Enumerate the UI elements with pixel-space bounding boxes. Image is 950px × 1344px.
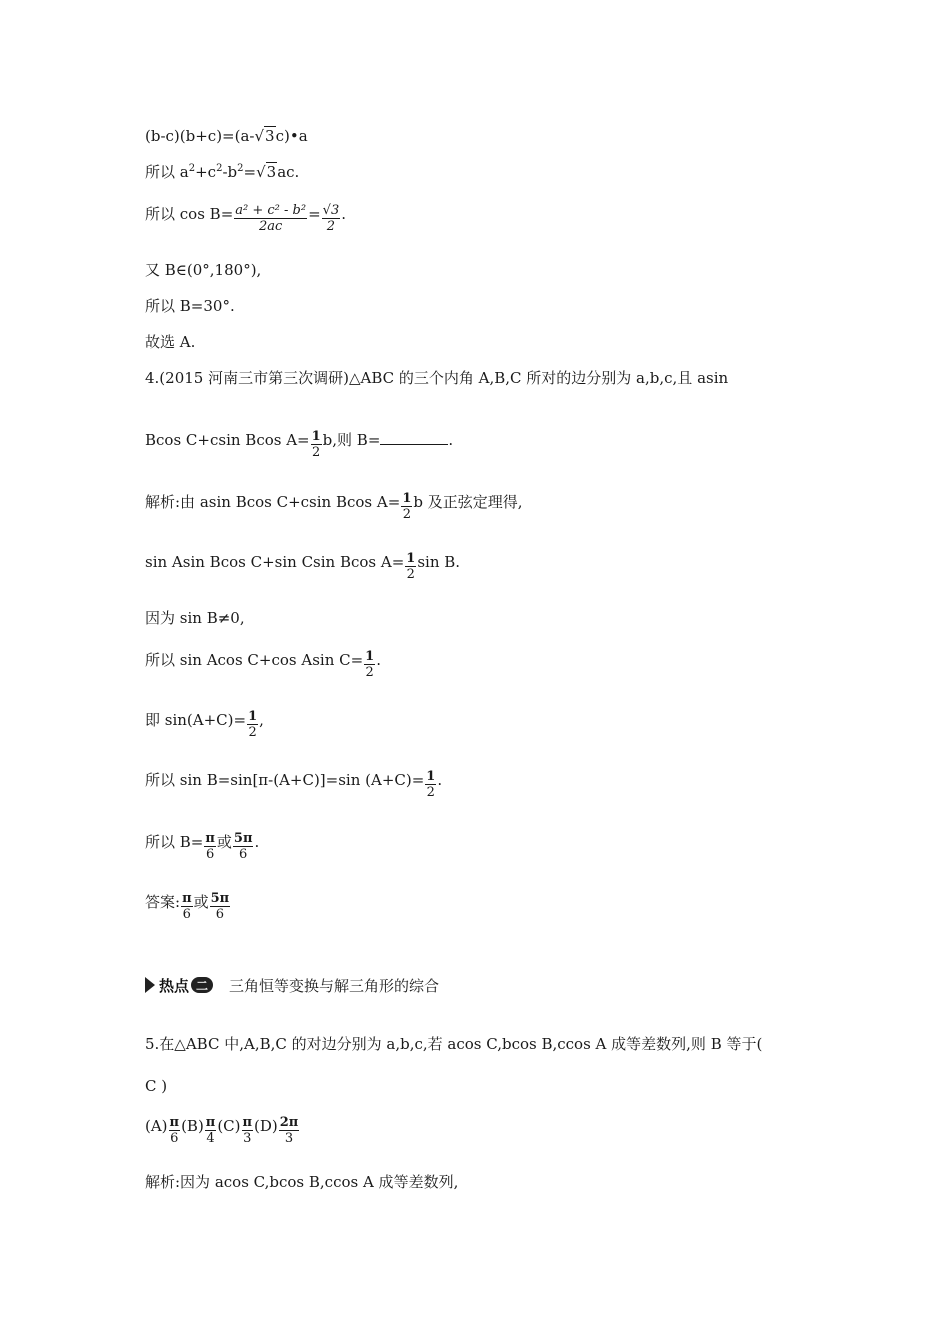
equation-line-1 (145, 126, 308, 146)
answer-blank (380, 430, 448, 445)
text-line: 又 B∈(0°,180°), (145, 261, 262, 279)
fraction: $\frac{\pi}{6}$ (182, 891, 192, 922)
solution-line: 因为 sin B≠0, (145, 609, 245, 627)
fraction: $\frac{1}{2}$ (426, 769, 436, 800)
number-pill: 二 (191, 977, 213, 993)
fraction: $\frac{1}{2}$ (311, 429, 321, 460)
question-4-stem: 4.(2015 河南三市第三次调研)△ABC 的三个内角 A,B,C 所对的边分别为 a,b,c,且 asin (145, 369, 729, 387)
fraction: $\frac{√3}{2}$ (322, 203, 340, 234)
solution-line: 解析:由 asin Bcos C+csin Bcos A= $\frac{1}{2}$ b 及正弦定理得, (145, 491, 523, 522)
solution-line: 即 sin(A+C)= $\frac{1}{2}$ , (145, 709, 264, 740)
solution-line: 解析:因为 acos C,bcos B,ccos A 成等差数列, (145, 1173, 459, 1191)
solution-line: sin Asin Bcos C+sin Csin Bcos A= $\frac{1}{2}$ sin B. (145, 551, 461, 582)
solution-line: 所以 sin Acos C+cos Asin C= $\frac{1}{2}$ . (145, 649, 381, 680)
fraction: $\frac{\pi}{6}$ (205, 831, 215, 862)
section-heading (145, 974, 439, 996)
section-title-text: 三角恒等变换与解三角形的综合 (229, 976, 440, 995)
equation-line-2: 所以 $a^2+c^2-b^2=√3ac$. (145, 163, 300, 181)
text: (b-c)(b+c)=(a- (145, 127, 255, 145)
play-arrow-icon (145, 977, 155, 993)
sqrt: √3 (256, 163, 277, 181)
fraction: $\frac{1}{2}$ (402, 491, 412, 522)
fraction: $\frac{\text{a² + c² - b²}}{2ac}$ (235, 203, 307, 234)
fraction: $\frac{\pi}{6}$ (169, 1115, 180, 1146)
equation-line-3: 所以 cos B= $\frac{\text{a² + c² - b²}}{2ac}$ = $\frac{√3}{2}$ . (145, 203, 346, 234)
question-5-stem: 5.在△ABC 中,A,B,C 的对边分别为 a,b,c,若 acos C,bcos B,ccos A 成等差数列,则 B 等于( (145, 1035, 763, 1053)
fraction: $\frac{1}{2}$ (365, 649, 375, 680)
hotspot-badge: 热点 二 (145, 975, 213, 995)
question-4-stem-cont: Bcos C+csin Bcos A= $\frac{1}{2}$ b,则 B= . (145, 429, 454, 460)
text-line: 所以 B=30°. (145, 297, 235, 315)
question-5-options: (A) $\frac{\pi}{6}$ (B) $\frac{\pi}{4}$ (C) $\frac{\pi}{3}$ (D) $\frac{2\pi}{3}$ (145, 1115, 299, 1146)
solution-line: 所以 B= $\frac{\pi}{6}$ 或 $\frac{5\pi}{6}$ . (145, 831, 260, 862)
fraction: $\frac{\pi}{3}$ (242, 1115, 253, 1146)
text: c)•a (275, 127, 308, 145)
solution-line: 所以 sin B=sin[π-(A+C)]=sin (A+C)= $\frac{1}{2}$ . (145, 769, 443, 800)
fraction: $\frac{5\pi}{6}$ (210, 891, 230, 922)
answer-line: 答案: $\frac{\pi}{6}$ 或 $\frac{5\pi}{6}$ (145, 891, 230, 922)
fraction: $\frac{\pi}{4}$ (205, 1115, 216, 1146)
fraction: $\frac{2\pi}{3}$ (279, 1115, 299, 1146)
text-line: 故选 A. (145, 333, 196, 351)
sqrt: √3 (254, 127, 275, 145)
fraction: $\frac{1}{2}$ (406, 551, 416, 582)
question-5-answer: C ) (145, 1077, 168, 1095)
fraction: $\frac{1}{2}$ (248, 709, 258, 740)
fraction: $\frac{5\pi}{6}$ (233, 831, 253, 862)
